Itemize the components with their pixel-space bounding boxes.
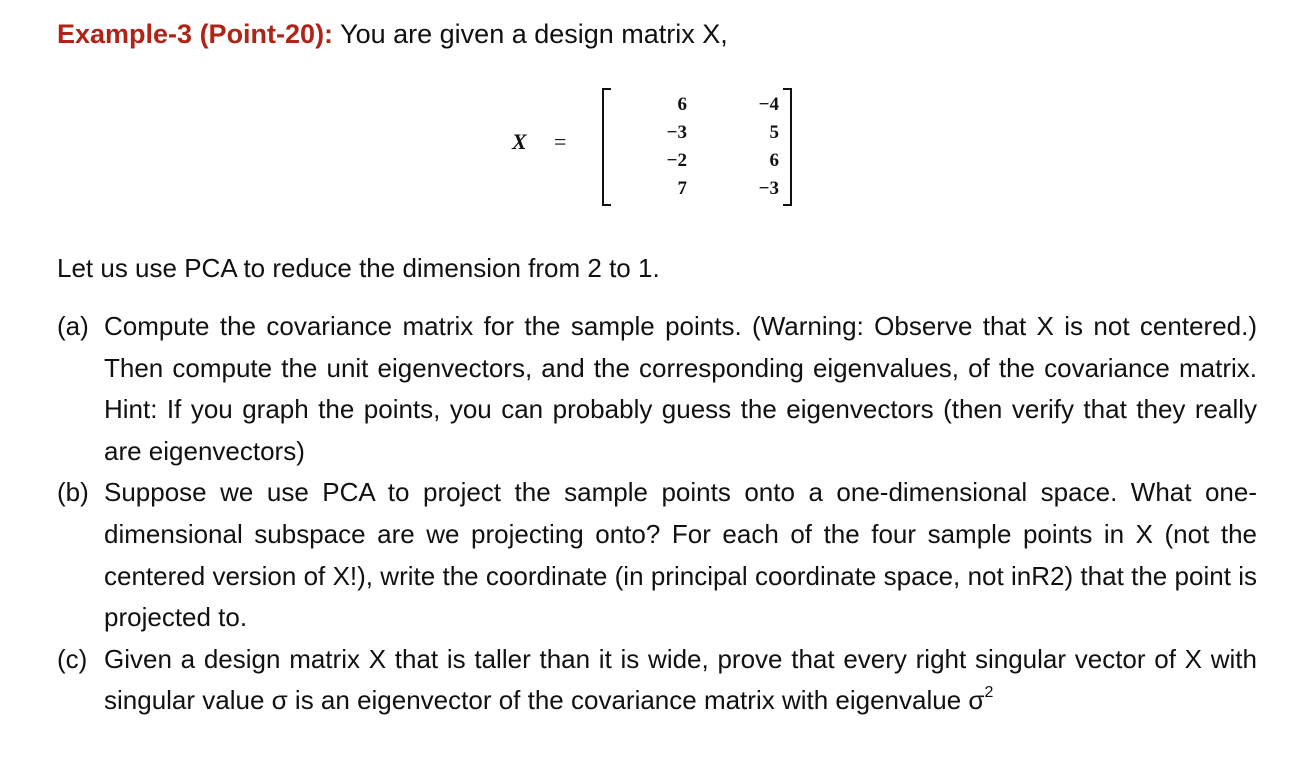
part-text: Given a design matrix X that is taller than it is wide, prove that every right singular vector of X with singular value σ is an eigenvector of the covariance matrix with eigenvalue σ	[104, 643, 1257, 716]
part-text: Suppose we use PCA to project the sample points onto a one-dimensional space. What one-dimensional subspace are we projecting onto? For each of the four sample points in X (not the centered version of X!), write the coordinate (in principal coordinate space, not inR2) that the point is projected to.	[104, 477, 1257, 633]
matrix-variable: X	[512, 129, 527, 154]
design-matrix	[512, 88, 812, 208]
matrix-cell: −2	[666, 150, 687, 171]
matrix-cell: 6	[677, 94, 687, 115]
matrix-cell: −3	[666, 122, 687, 143]
left-bracket	[602, 88, 611, 206]
part-text: Compute the covariance matrix for the sample points. (Warning: Observe that X is not centered.) Then compute the unit eigenvectors, and the corresponding eigenvalues, of the covariance matrix. Hint: If you graph the points, you can probably guess the eigenvectors (then verify that they really are eigenvectors)	[104, 311, 1257, 466]
matrix-cell: 6	[769, 150, 779, 171]
part-label: (b)	[57, 477, 89, 508]
example-intro-text: You are given a design matrix X,	[333, 19, 728, 49]
question-part-b	[57, 472, 1257, 638]
part-label: (a)	[57, 311, 89, 341]
matrix-cell: 7	[677, 178, 687, 199]
intro-sentence: Let us use PCA to reduce the dimension from 2 to 1.	[57, 253, 660, 283]
exponent-superscript: 2	[984, 684, 994, 702]
example-label: Example-3 (Point-20):	[57, 19, 334, 49]
matrix-cell: −3	[758, 178, 779, 199]
matrix-entries	[617, 91, 779, 203]
part-label: (c)	[57, 643, 88, 674]
question-part-c	[57, 639, 1257, 722]
matrix-cell: 5	[769, 122, 779, 143]
question-parts	[57, 306, 1257, 722]
matrix-cell: −4	[758, 94, 779, 115]
matrix-equals-sign: =	[554, 129, 567, 154]
right-bracket	[783, 88, 792, 206]
question-part-a	[57, 306, 1257, 472]
example-heading	[57, 14, 728, 54]
